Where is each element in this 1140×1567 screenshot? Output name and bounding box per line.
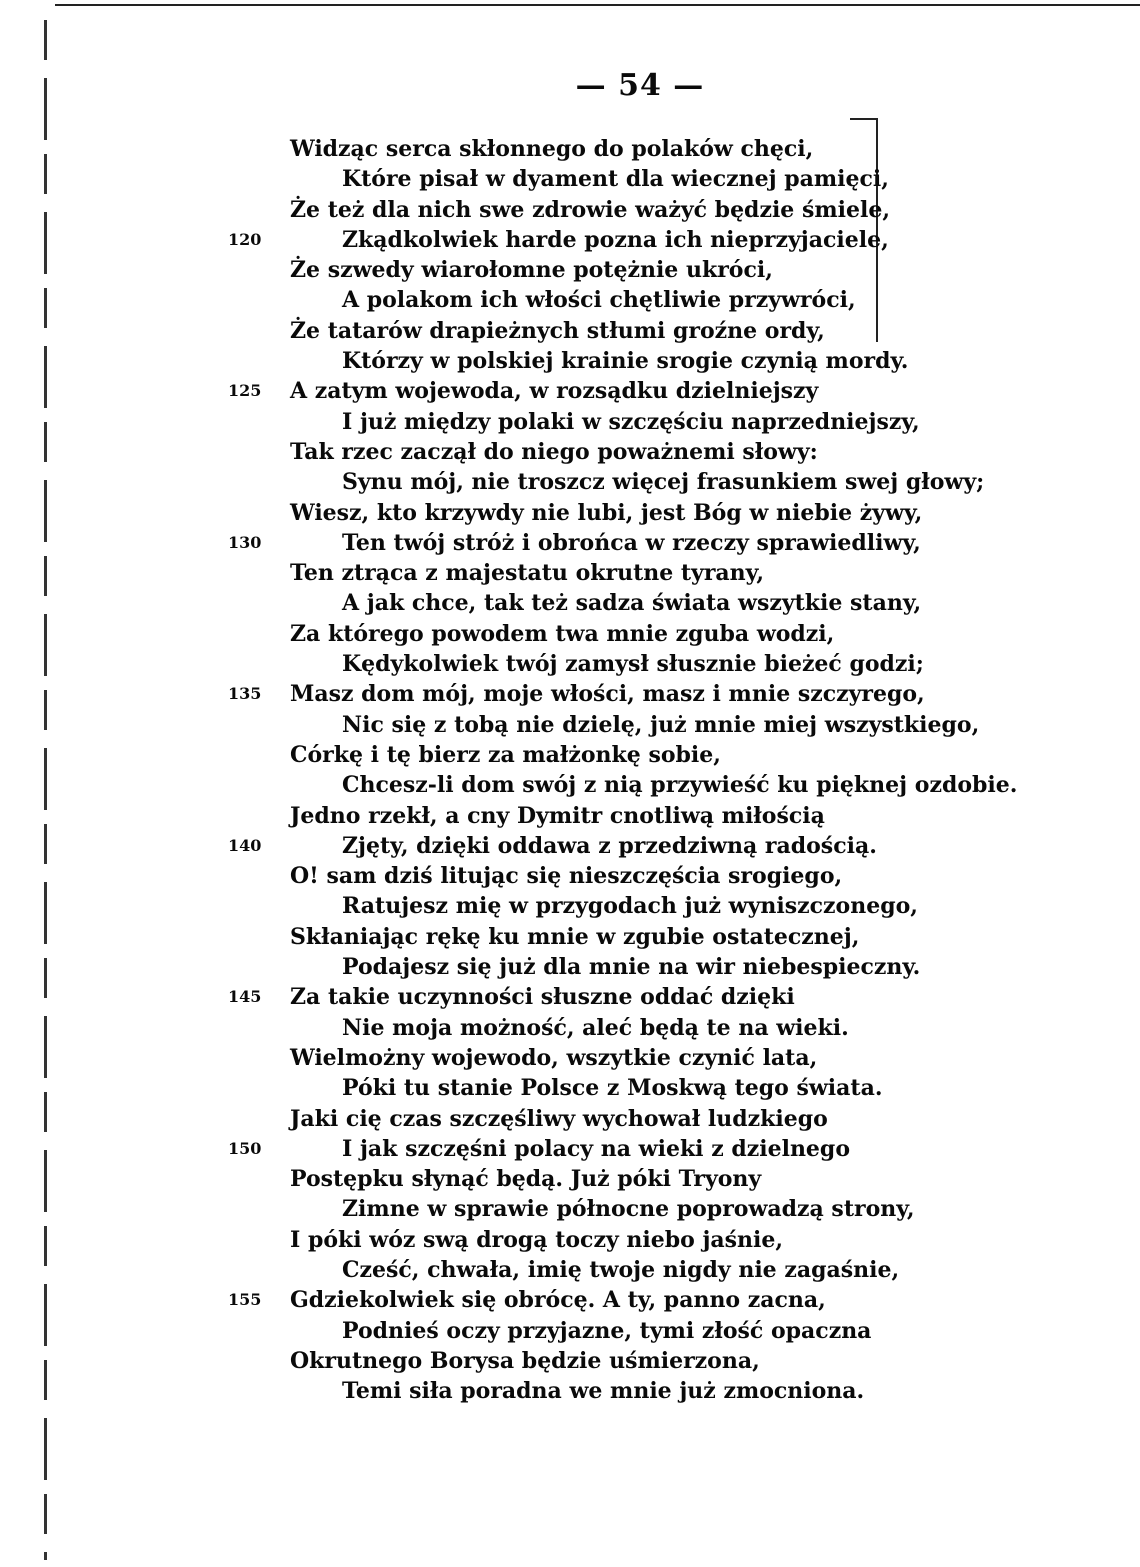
verse-line [0, 710, 1140, 740]
verse-text: A zatym wojewoda, w rozsądku dzielniejszy [290, 378, 819, 405]
verse-line [0, 498, 1140, 528]
verse-line [0, 861, 1140, 891]
verse-line [0, 285, 1140, 315]
line-number: 155 [228, 1290, 262, 1310]
verse-line [0, 1043, 1140, 1073]
verse-text: Skłaniając rękę ku mnie w zgubie ostatecznej, [290, 923, 860, 950]
verse-line [0, 952, 1140, 982]
verse-line [0, 1164, 1140, 1194]
verse-line [0, 376, 1140, 406]
verse-text: Zimne w sprawie północne poprowadzą strony, [342, 1196, 915, 1223]
verse-text: Postępku słynąć będą. Już póki Tryony [290, 1166, 762, 1193]
verse-line [0, 1013, 1140, 1043]
verse-line [0, 649, 1140, 679]
verse-text: Córkę i tę bierz za małżonkę sobie, [290, 741, 721, 768]
verse-line [0, 1285, 1140, 1315]
verse-line [0, 558, 1140, 588]
line-number: 150 [228, 1138, 262, 1158]
verse-line [0, 679, 1140, 709]
verse-line [0, 437, 1140, 467]
verse-text: Cześć, chwała, imię twoje nigdy nie zagaśnie, [342, 1256, 900, 1283]
verse-text: Za którego powodem twa mnie zguba wodzi, [290, 620, 835, 647]
verse-text: Że też dla nich swe zdrowie ważyć będzie śmiele, [290, 196, 890, 223]
verse-line [0, 467, 1140, 497]
verse-line [0, 225, 1140, 255]
verse-line [0, 255, 1140, 285]
verse-line [0, 528, 1140, 558]
verse-line [0, 1316, 1140, 1346]
verse-line [0, 588, 1140, 618]
verse-line [0, 1194, 1140, 1224]
verse-text: Ratujesz mię w przygodach już wyniszczonego, [342, 893, 918, 920]
verse-line [0, 770, 1140, 800]
verse-text: Chcesz-li dom swój z nią przywieść ku pięknej ozdobie. [342, 772, 1018, 799]
verse-text: Wiesz, kto krzywdy nie lubi, jest Bóg w niebie żywy, [290, 499, 923, 526]
verse-line [0, 801, 1140, 831]
verse-text: Kędykolwiek twój zamysł słusznie bieżeć godzi; [342, 651, 924, 678]
verse-line [0, 1255, 1140, 1285]
verse-line [0, 316, 1140, 346]
verse-text: Gdziekolwiek się obrócę. A ty, panno zacna, [290, 1287, 826, 1314]
verse-text: A polakom ich włości chętliwie przywróci, [342, 287, 856, 314]
verse-text: Póki tu stanie Polsce z Moskwą tego świata. [342, 1075, 883, 1102]
verse-text: Ten twój stróż i obrońca w rzeczy sprawiedliwy, [342, 529, 921, 556]
verse-line [0, 164, 1140, 194]
verse-text: Podnieś oczy przyjazne, tymi złość opaczna [342, 1317, 872, 1344]
verse-line [0, 1104, 1140, 1134]
verse-text: Podajesz się już dla mnie na wir niebespieczny. [342, 954, 921, 981]
verse-text: O! sam dziś litując się nieszczęścia srogiego, [290, 863, 843, 890]
verse-text: Które pisał w dyament dla wiecznej pamięci, [342, 166, 889, 193]
verse-text: Okrutnego Borysa będzie uśmierzona, [290, 1347, 760, 1374]
verse-line [0, 982, 1140, 1012]
verse-text: Widząc serca skłonnego do polaków chęci, [290, 136, 814, 162]
verse-line [0, 1225, 1140, 1255]
verse-text: Temi siła poradna we mnie już zmocniona. [342, 1378, 865, 1405]
verse-text: Nic się z tobą nie dzielę, już mnie miej wszystkiego, [342, 711, 980, 738]
verse-text: Jaki cię czas szczęśliwy wychował ludzkiego [290, 1105, 828, 1132]
line-number: 135 [228, 684, 262, 704]
verse-line [0, 831, 1140, 861]
verse-line [0, 740, 1140, 770]
line-number: 120 [228, 229, 262, 249]
verse-text: A jak chce, tak też sadza świata wszytkie stany, [342, 590, 922, 617]
verse-line [0, 1376, 1140, 1406]
verse-text: Którzy w polskiej krainie srogie czynią mordy. [342, 348, 909, 375]
verse-text: I jak szczęśni polacy na wieki z dzielnego [342, 1135, 850, 1162]
verse-text: Zjęty, dzięki oddawa z przedziwną radością. [342, 832, 877, 859]
verse-text: Za takie uczynności słuszne oddać dzięki [290, 984, 795, 1011]
verse-text: Jedno rzekł, a cny Dymitr cnotliwą miłością [290, 802, 825, 829]
verse-line [0, 891, 1140, 921]
verse-text: Synu mój, nie troszcz więcej frasunkiem swej głowy; [342, 469, 985, 496]
verse-text: Że tatarów drapieżnych stłumi groźne ordy, [290, 317, 825, 344]
verse-line [0, 1346, 1140, 1376]
verse-text: I póki wóz swą drogą toczy niebo jaśnie, [290, 1226, 784, 1253]
poem [0, 134, 1140, 1406]
verse-text: I już między polaki w szczęściu naprzedniejszy, [342, 408, 920, 435]
verse-text: Masz dom mój, moje włości, masz i mnie szczyrego, [290, 681, 925, 708]
line-number: 140 [228, 835, 262, 855]
verse-text: Nie moja możność, aleć będą te na wieki. [342, 1014, 849, 1041]
verse-line [0, 407, 1140, 437]
page-number: — 54 — [575, 68, 705, 103]
line-number: 145 [228, 987, 262, 1007]
line-number: 125 [228, 381, 262, 401]
line-number: 130 [228, 532, 262, 552]
top-rule [55, 4, 1140, 6]
verse-text: Tak rzec zaczął do niego poważnemi słowy: [290, 438, 818, 465]
verse-line [0, 134, 1140, 164]
verse-line [0, 1073, 1140, 1103]
verse-line [0, 346, 1140, 376]
verse-text: Zkądkolwiek harde pozna ich nieprzyjaciele, [342, 226, 889, 253]
verse-line [0, 619, 1140, 649]
verse-line [0, 195, 1140, 225]
verse-line [0, 1134, 1140, 1164]
verse-text: Ten ztrąca z majestatu okrutne tyrany, [290, 560, 765, 587]
verse-text: Wielmożny wojewodo, wszytkie czynić lata, [290, 1044, 818, 1071]
verse-text: Że szwedy wiarołomne potężnie ukróci, [290, 257, 773, 284]
verse-line [0, 922, 1140, 952]
